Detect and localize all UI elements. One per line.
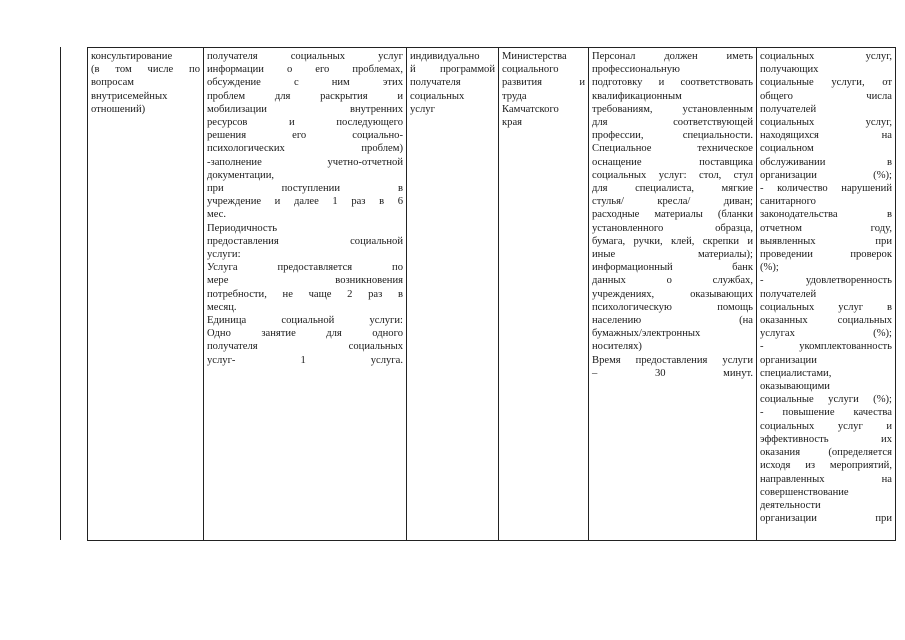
text-line: Одно занятие для одного: [207, 328, 403, 340]
text-line: – 30 минут.: [592, 367, 753, 379]
text-line: социальном: [760, 143, 814, 155]
text-line: - укомплектованность: [760, 341, 892, 353]
text-line: исходя из мероприятий,: [760, 460, 892, 472]
text-line: эффективность их: [760, 433, 892, 445]
text-line: й программой: [410, 64, 495, 76]
text-line: социального: [502, 64, 559, 76]
text-line: (%);: [760, 262, 779, 274]
quality-indicators-text: [760, 50, 892, 525]
text-line: развития и: [502, 77, 585, 89]
text-line: учреждение и далее 1 раз в 6: [207, 196, 403, 208]
text-line: оснащение поставщика: [592, 156, 753, 168]
text-line: Министерства: [502, 51, 567, 62]
text-line: деятельности: [760, 499, 821, 511]
service-name-cell: [88, 48, 204, 541]
text-line: информации о его проблемах,: [207, 64, 403, 76]
text-line: мес.: [207, 209, 227, 221]
text-line: мобилизации внутренних: [207, 103, 403, 115]
text-line: - количество нарушений: [760, 183, 892, 195]
text-line: -заполнение учетно-отчетной: [207, 156, 403, 168]
text-line: получателя: [410, 77, 461, 89]
text-line: Периодичность: [207, 222, 278, 234]
text-line: психологических проблем): [207, 143, 403, 155]
text-line: (в том числе по: [91, 64, 200, 76]
text-line: социальные услуги (%);: [760, 394, 892, 406]
text-line: обслуживании в: [760, 156, 892, 168]
text-line: получателя социальных услуг: [207, 51, 403, 62]
text-line: выявленных при: [760, 235, 892, 247]
text-line: услуг- 1 услуга.: [207, 354, 403, 366]
text-line: иные материалы);: [592, 249, 753, 261]
ministry-text: [502, 50, 585, 129]
text-line: социальных услуг,: [760, 117, 892, 129]
text-line: края: [502, 117, 523, 129]
text-line: услуги:: [207, 249, 241, 261]
text-line: носителях): [592, 341, 642, 353]
text-line: индивидуально: [410, 51, 480, 62]
text-line: организации: [760, 354, 817, 366]
text-line: подготовку и соответствовать: [592, 77, 753, 89]
text-line: Специальное техническое: [592, 143, 753, 155]
quality-indicators-cell: [757, 48, 896, 541]
text-line: организации (%);: [760, 169, 892, 181]
text-line: мере возникновения: [207, 275, 403, 287]
text-line: документации,: [207, 169, 275, 181]
text-line: совершенствование: [760, 486, 849, 498]
service-name-text: [91, 50, 200, 116]
text-line: расходные материалы (бланки: [592, 209, 753, 221]
text-line: квалификационным: [592, 90, 682, 102]
text-line: получателей: [760, 103, 817, 115]
services-table: [87, 47, 896, 541]
table-left-border: [60, 47, 61, 540]
text-line: населению (на: [592, 315, 753, 327]
text-line: получателя социальных: [207, 341, 403, 353]
text-line: предоставления социальной: [207, 235, 403, 247]
text-line: отчетном году,: [760, 222, 892, 234]
text-line: получающих: [760, 64, 819, 76]
text-line: отношений): [91, 103, 146, 115]
text-line: - повышение качества: [760, 407, 892, 419]
text-line: бумага, ручки, клей, скрепки и: [592, 235, 753, 247]
text-line: организации при: [760, 513, 892, 525]
text-line: для соответствующей: [592, 117, 753, 129]
text-line: Камчатского: [502, 103, 559, 115]
text-line: - удовлетворенность: [760, 275, 892, 287]
text-line: при поступлении в: [207, 183, 403, 195]
text-line: информационный банк: [592, 262, 753, 274]
text-line: проблем для раскрытия и: [207, 90, 403, 102]
service-description-cell: [204, 48, 407, 541]
text-line: требованиям, установленным: [592, 103, 753, 115]
text-line: получателей: [760, 288, 817, 300]
text-line: социальных: [410, 90, 465, 102]
text-line: оказания (определяется: [760, 447, 892, 459]
text-line: решения его социально-: [207, 130, 403, 142]
text-line: обсуждение с ним этих: [207, 77, 403, 89]
text-line: оказанных социальных: [760, 315, 892, 327]
text-line: социальных услуг: стол, стул: [592, 169, 753, 181]
text-line: Услуга предоставляется по: [207, 262, 403, 274]
text-line: Персонал должен иметь: [592, 51, 753, 62]
service-program-cell: [407, 48, 499, 541]
service-description-text: [207, 50, 403, 367]
text-line: законодательства в: [760, 209, 892, 221]
text-line: услуг: [410, 103, 435, 115]
text-line: для специалиста, мягкие: [592, 183, 753, 195]
text-line: направленных на: [760, 473, 892, 485]
text-line: профессиональную: [592, 64, 680, 76]
text-line: профессии, специальности.: [592, 130, 753, 142]
text-line: социальных услуг в: [760, 301, 892, 313]
table-row: [88, 48, 896, 541]
text-line: ресурсов и последующего: [207, 117, 403, 129]
text-line: стулья/ кресла/ диван;: [592, 196, 753, 208]
text-line: вопросам: [91, 77, 134, 89]
conditions-text: [592, 50, 753, 380]
text-line: оказывающими: [760, 381, 830, 393]
text-line: труда: [502, 90, 527, 102]
ministry-cell: [499, 48, 589, 541]
text-line: потребности, не чаще 2 раз в: [207, 288, 403, 300]
text-line: учреждениях, оказывающих: [592, 288, 753, 300]
text-line: Время предоставления услуги: [592, 354, 753, 366]
text-line: санитарного: [760, 196, 816, 208]
text-line: специалистами,: [760, 367, 832, 379]
text-line: проведении проверок: [760, 249, 892, 261]
text-line: внутрисемейных: [91, 90, 168, 102]
conditions-cell: [589, 48, 757, 541]
text-line: Единица социальной услуги:: [207, 315, 403, 327]
text-line: консультирование: [91, 51, 173, 62]
service-program-text: [410, 50, 495, 116]
text-line: данных о службах,: [592, 275, 753, 287]
text-line: бумажных/электронных: [592, 328, 701, 340]
text-line: психологическую помощь: [592, 301, 753, 313]
text-line: услугах (%);: [760, 328, 892, 340]
text-line: находящихся на: [760, 130, 892, 142]
text-line: социальных услуг,: [760, 51, 892, 62]
text-line: общего числа: [760, 90, 892, 102]
text-line: месяц.: [207, 301, 237, 313]
text-line: социальные услуги, от: [760, 77, 892, 89]
text-line: установленного образца,: [592, 222, 753, 234]
text-line: социальных услуг и: [760, 420, 892, 432]
